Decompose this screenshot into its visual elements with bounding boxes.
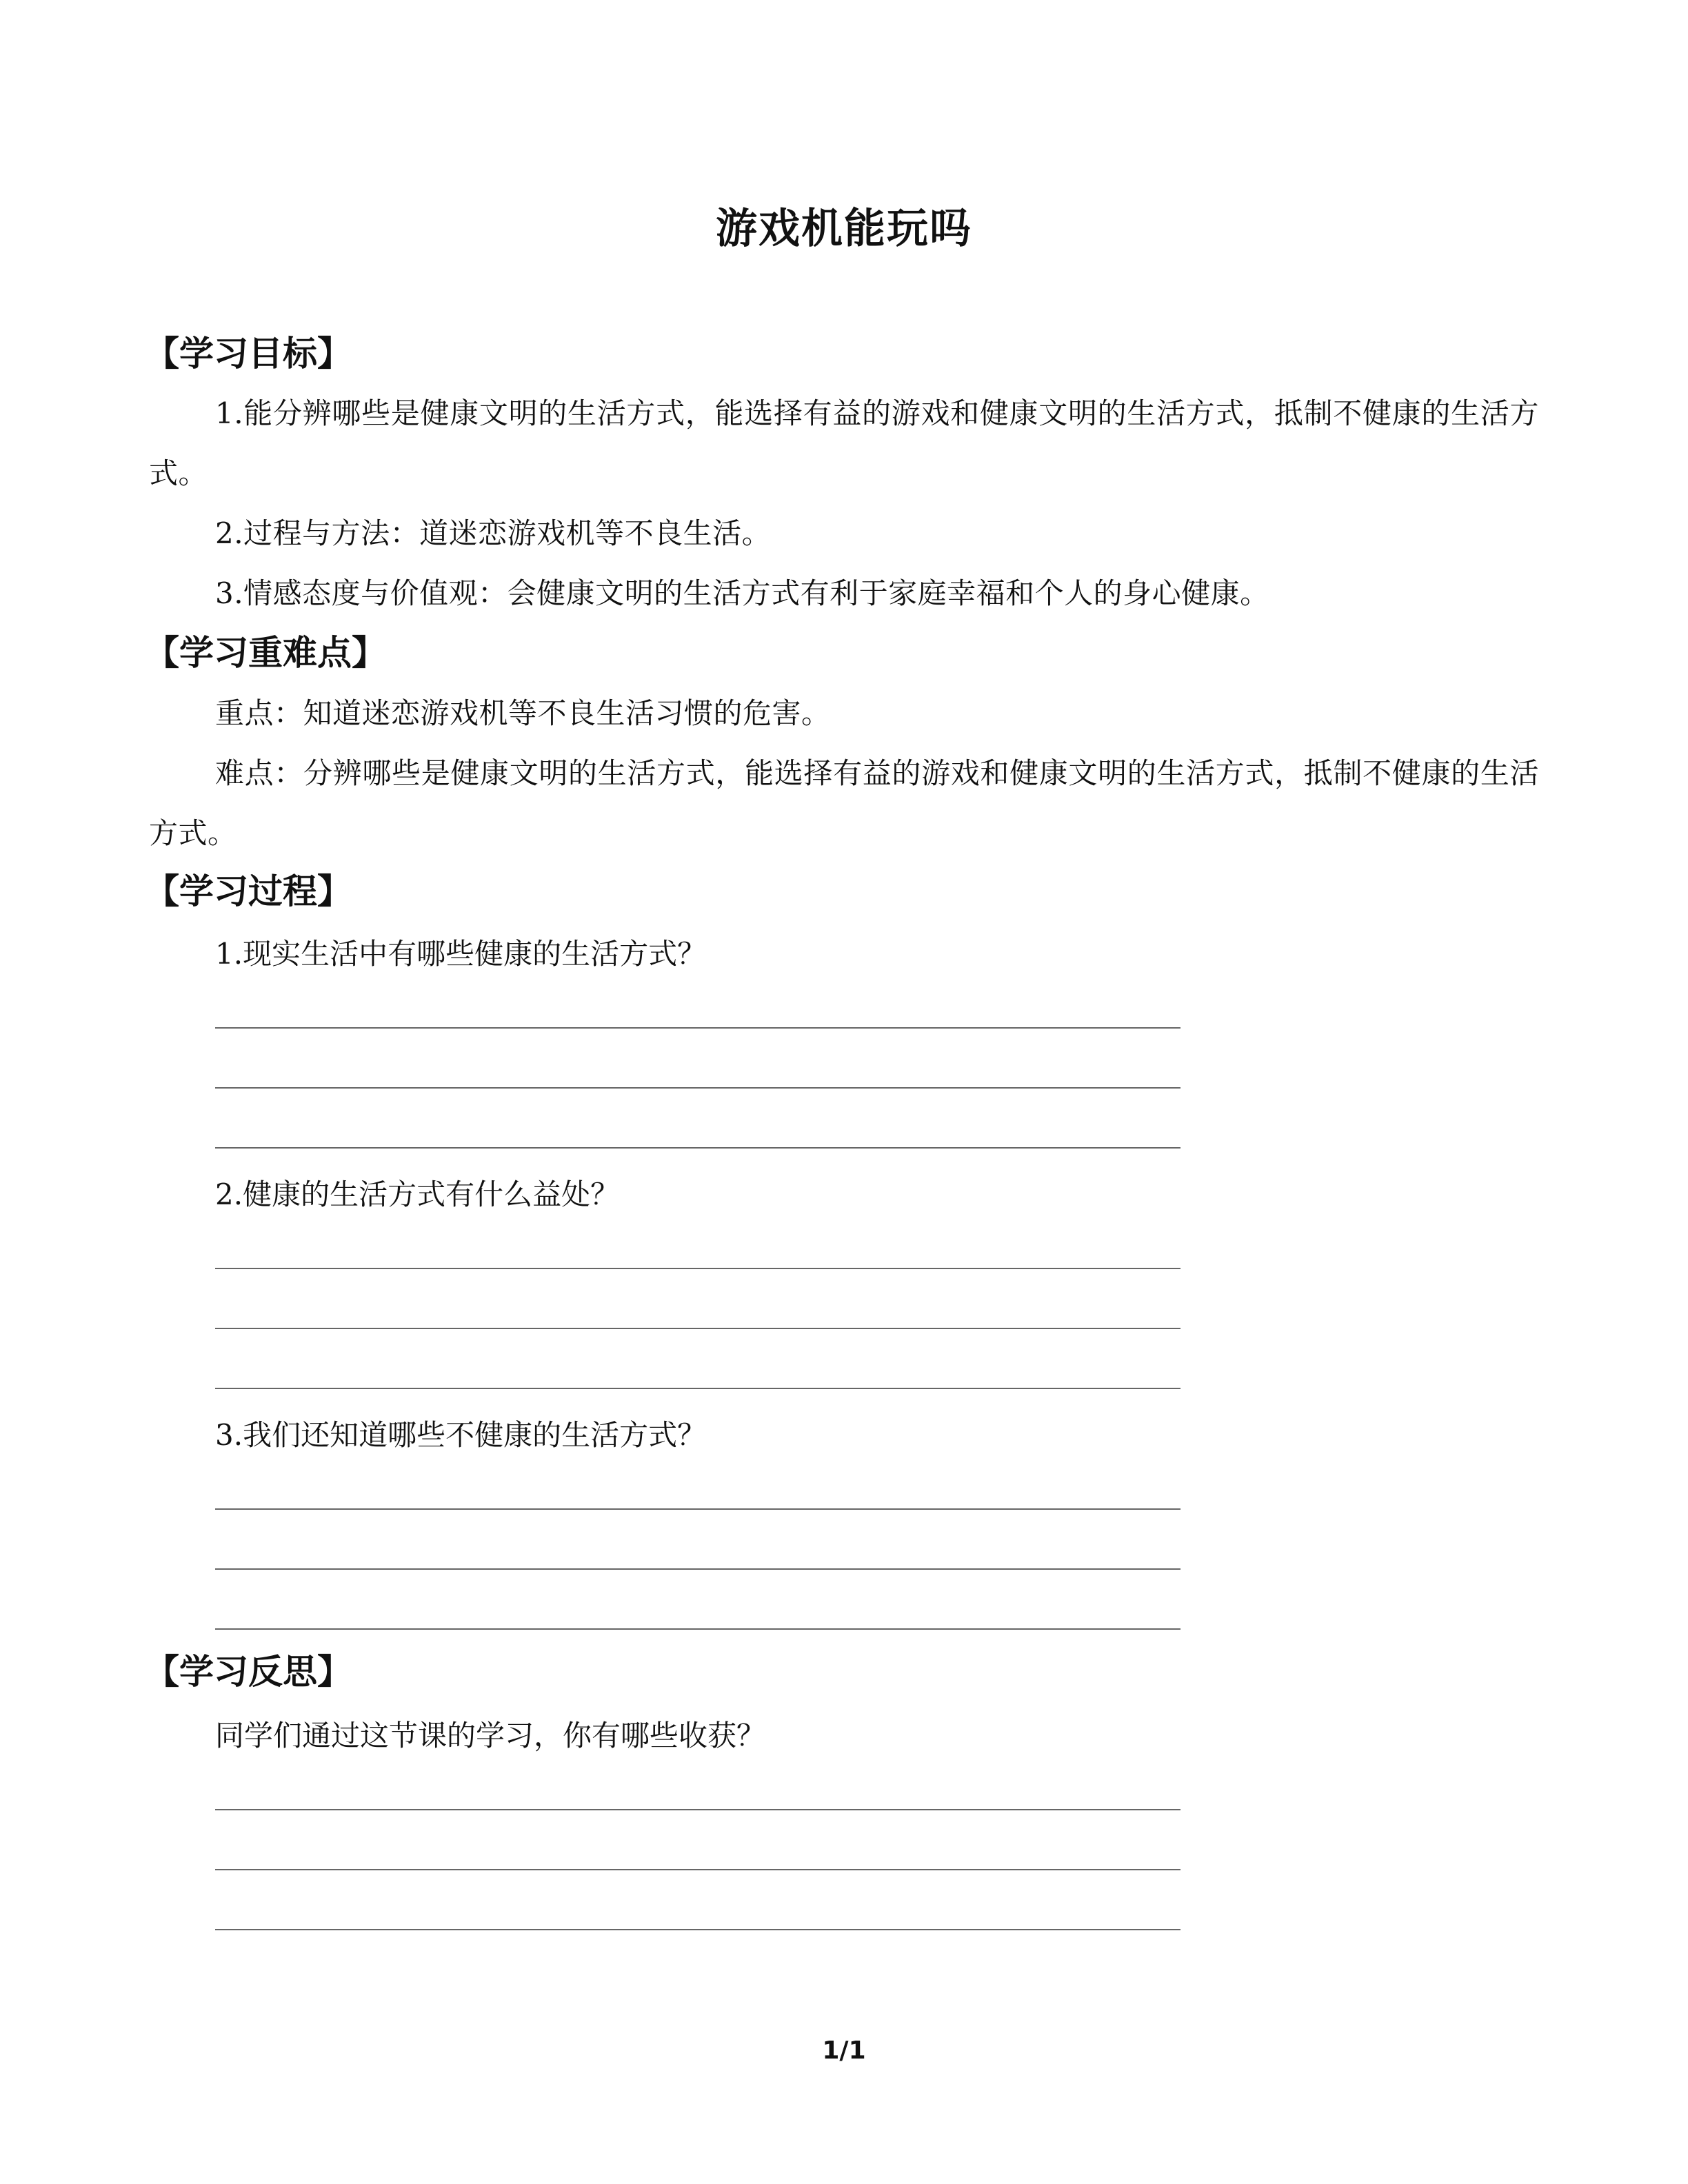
key-point-focus: 重点：知道迷恋游戏机等不良生活习惯的危害。 (215, 696, 831, 730)
objective-item-1: 1.能分辨哪些是健康文明的生活方式，能选择有益的游戏和健康文明的生活方式，抵制不健康的生活方式。 (149, 396, 1539, 490)
answer-line[interactable] (215, 1508, 1180, 1510)
key-point-difficulty: 难点：分辨哪些是健康文明的生活方式，能选择有益的游戏和健康文明的生活方式，抵制不健康的生活方式。 (149, 756, 1539, 850)
answer-line[interactable] (215, 1328, 1180, 1329)
answer-line[interactable] (215, 1628, 1180, 1630)
page-number: 1/1 (822, 2036, 866, 2065)
heading-reflection: 【学习反思】 (145, 1652, 352, 1692)
answer-line[interactable] (215, 1929, 1180, 1930)
process-question-2: 2.健康的生活方式有什么益处？ (215, 1177, 620, 1211)
answer-line[interactable] (215, 1027, 1180, 1029)
answer-line[interactable] (215, 1147, 1180, 1149)
answer-line[interactable] (215, 1869, 1180, 1870)
objective-item-3: 3.情感态度与价值观：会健康文明的生活方式有利于家庭幸福和个人的身心健康。 (215, 576, 1269, 610)
process-question-1: 1.现实生活中有哪些健康的生活方式？ (215, 937, 707, 971)
reflection-question: 同学们通过这节课的学习，你有哪些收获？ (215, 1719, 766, 1752)
answer-line[interactable] (215, 1568, 1180, 1570)
heading-process: 【学习过程】 (145, 871, 352, 911)
page-title: 游戏机能玩吗 (716, 205, 972, 253)
answer-line[interactable] (215, 1388, 1180, 1389)
answer-line[interactable] (215, 1087, 1180, 1089)
answer-line[interactable] (215, 1268, 1180, 1269)
heading-key-points: 【学习重难点】 (145, 633, 386, 673)
answer-line[interactable] (215, 1809, 1180, 1810)
heading-objectives: 【学习目标】 (145, 334, 352, 374)
process-question-3: 3.我们还知道哪些不健康的生活方式？ (215, 1418, 707, 1452)
objective-item-2: 2.过程与方法：道迷恋游戏机等不良生活。 (215, 516, 772, 550)
